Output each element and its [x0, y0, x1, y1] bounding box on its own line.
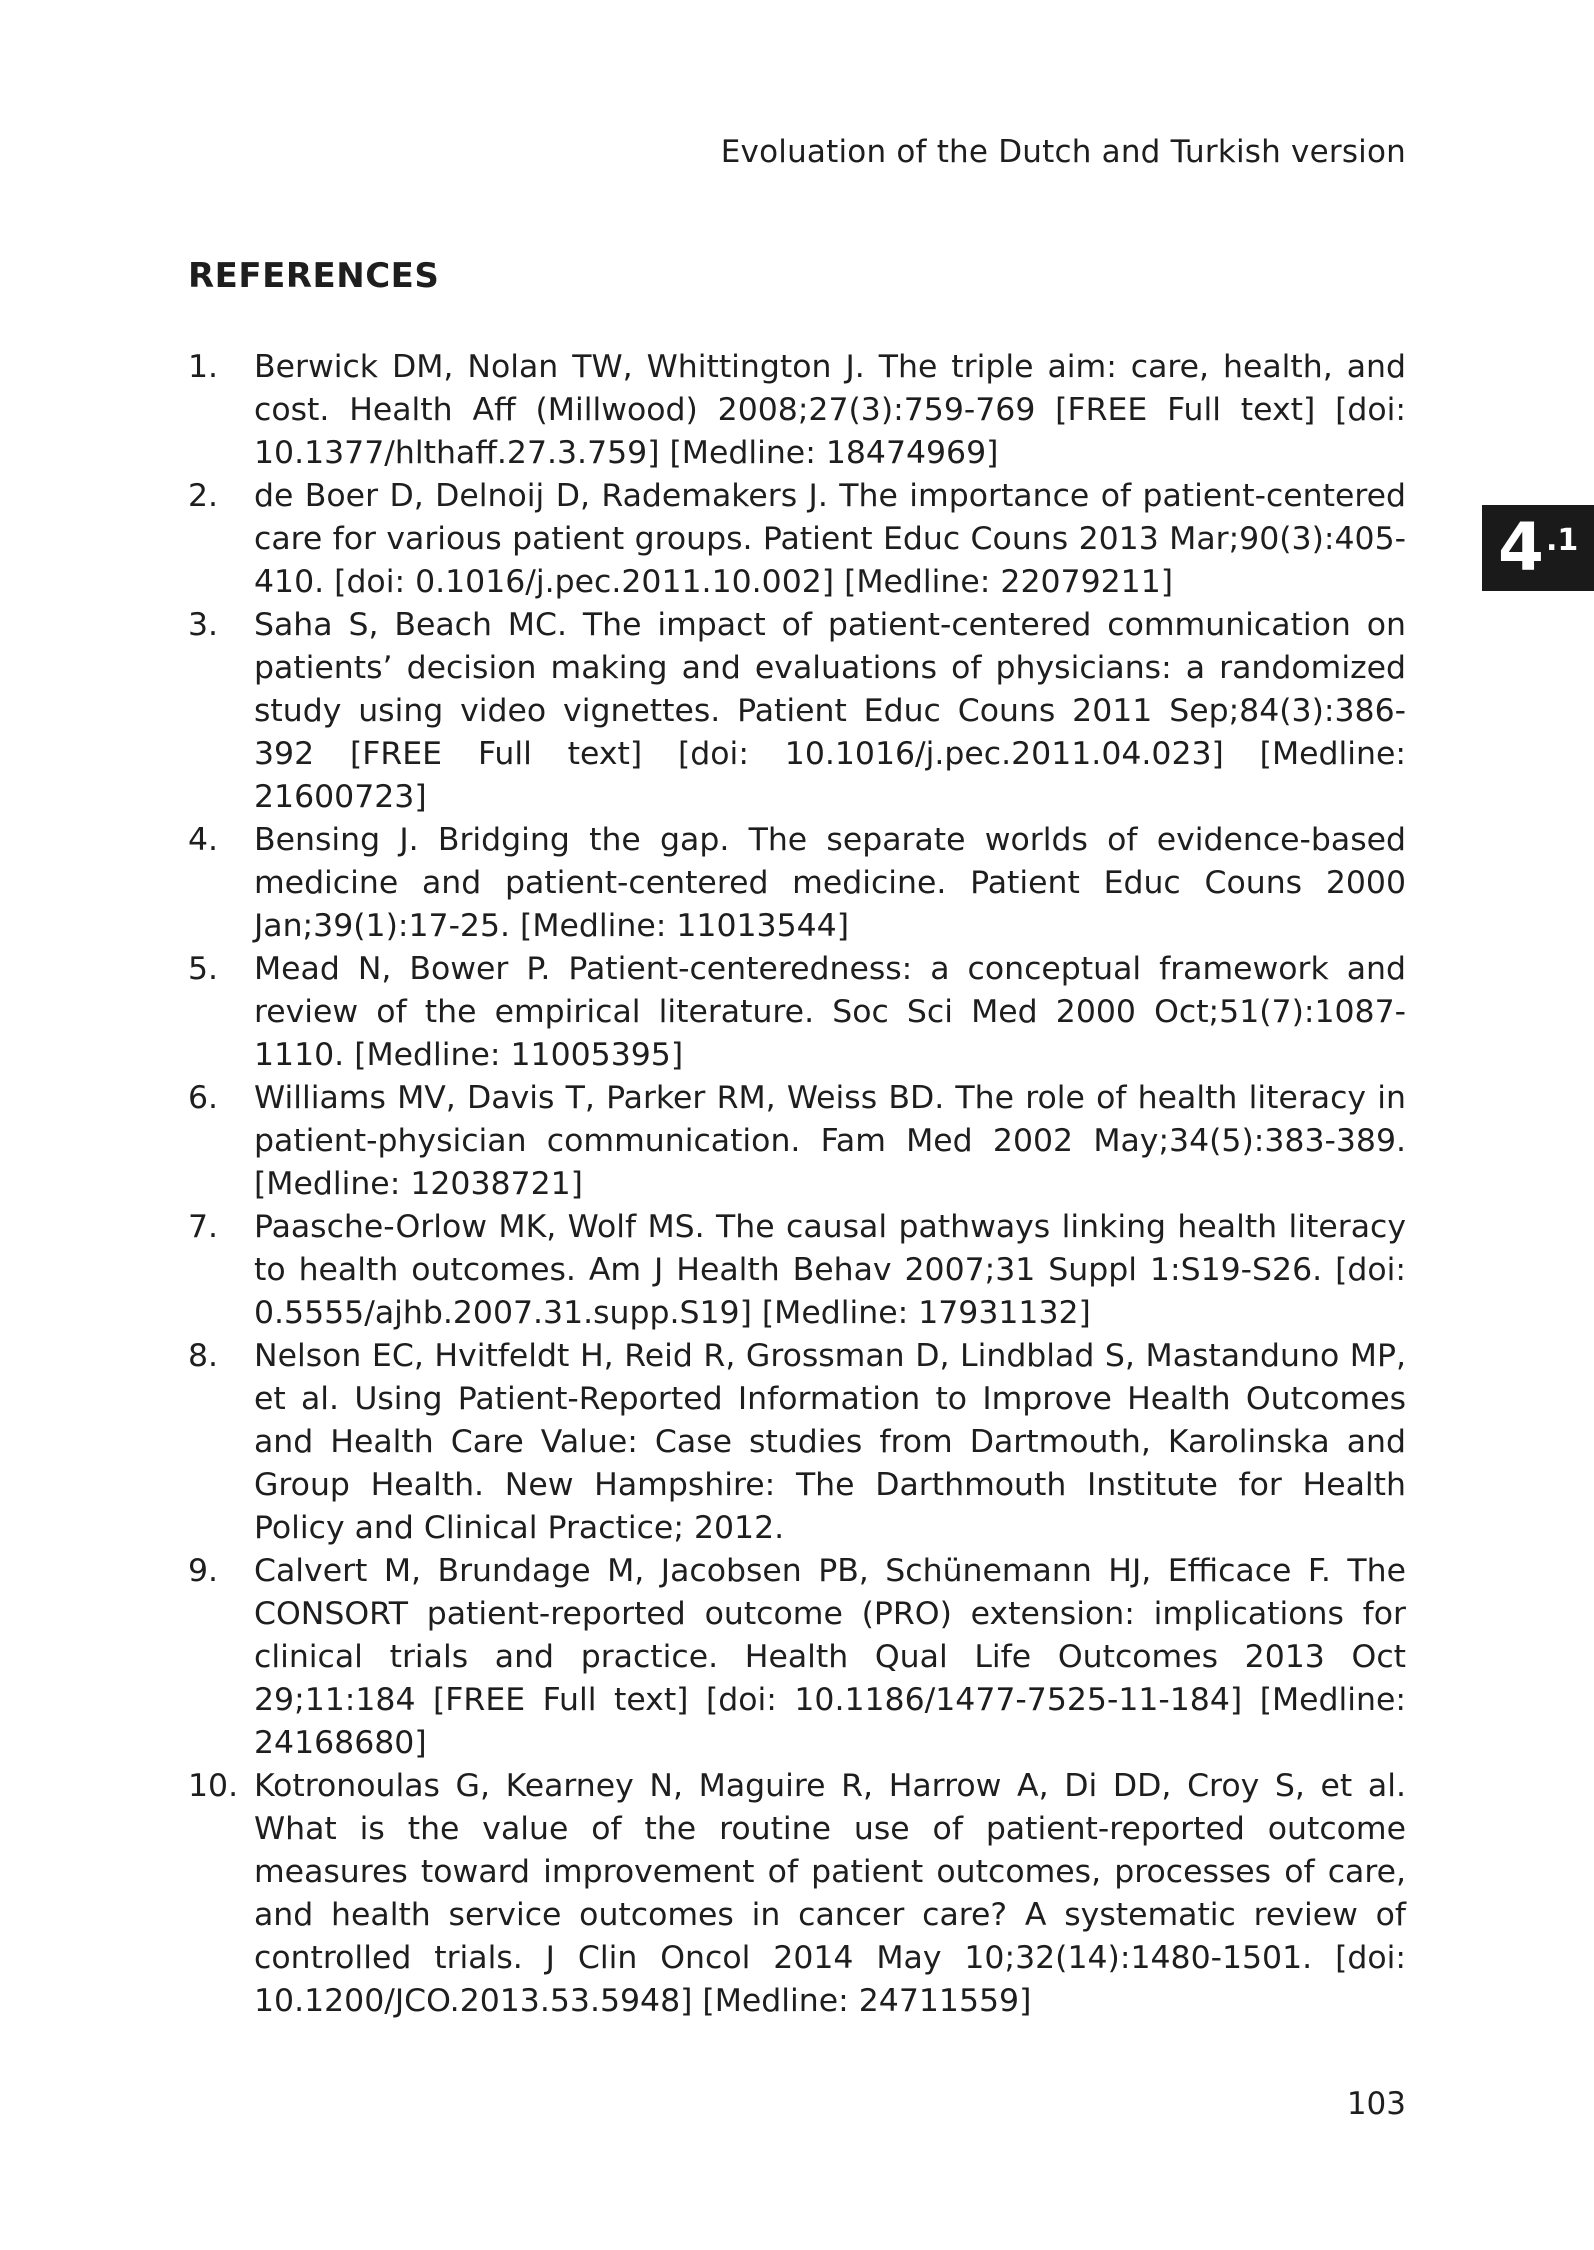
reference-item — [188, 1077, 1406, 1206]
reference-text: Nelson EC, Hvitfeldt H, Reid R, Grossman D, Lindblad S, Mastanduno MP, et al. Using Patient-Reported Information to Improve Health Outcomes and Health Care Value: Case studies from Dartmouth, Karolinska and Group Health. New Hampshire: The Darthmouth Institute for Health Policy and Clinical Practice; 2012. — [254, 1338, 1406, 1546]
reference-item — [188, 346, 1406, 475]
chapter-tab-subnumber: .1 — [1545, 523, 1579, 558]
reference-text: Paasche-Orlow MK, Wolf MS. The causal pathways linking health literacy to health outcomes. Am J Health Behav 2007;31 Suppl 1:S19-S26. [doi: 0.5555/ajhb.2007.31.supp.S19] [Medline: 17931132] — [254, 1209, 1406, 1331]
reference-text: Kotronoulas G, Kearney N, Maguire R, Harrow A, Di DD, Croy S, et al. What is the value of the routine use of patient-reported outcome measures toward improvement of patient outcomes, processes of care, and health service outcomes in cancer care? A systematic review of controlled trials. J Clin Oncol 2014 May 10;32(14):1480-1501. [doi: 10.1200/JCO.2013.53.5948] [Medline: 24711559] — [254, 1768, 1406, 2019]
reference-text: Calvert M, Brundage M, Jacobsen PB, Schünemann HJ, Efficace F. The CONSORT patient-reported outcome (PRO) extension: implications for clinical trials and practice. Health Qual Life Outcomes 2013 Oct 29;11:184 [FREE Full text] [doi: 10.1186/1477-7525-11-184] [Medline: 24168680] — [254, 1553, 1406, 1761]
reference-number: 2. — [188, 478, 219, 514]
reference-text: Williams MV, Davis T, Parker RM, Weiss BD. The role of health literacy in patient-physician communication. Fam Med 2002 May;34(5):383-389. [Medline: 12038721] — [254, 1080, 1406, 1202]
reference-text: Bensing J. Bridging the gap. The separate worlds of evidence-based medicine and patient-centered medicine. Patient Educ Couns 2000 Jan;39(1):17-25. [Medline: 11013544] — [254, 822, 1406, 944]
chapter-tab-number: 4 — [1498, 509, 1544, 586]
reference-number: 1. — [188, 349, 219, 385]
reference-number: 4. — [188, 822, 219, 858]
reference-item — [188, 1550, 1406, 1765]
running-header: Evoluation of the Dutch and Turkish version — [720, 134, 1406, 170]
reference-item — [188, 819, 1406, 948]
reference-number: 10. — [188, 1768, 239, 1804]
reference-item — [188, 948, 1406, 1077]
reference-number: 3. — [188, 607, 219, 643]
reference-number: 7. — [188, 1209, 219, 1245]
reference-number: 8. — [188, 1338, 219, 1374]
section-heading: REFERENCES — [188, 256, 440, 296]
reference-number: 9. — [188, 1553, 219, 1589]
reference-item — [188, 1206, 1406, 1335]
reference-text: Mead N, Bower P. Patient-centeredness: a conceptual framework and review of the empirical literature. Soc Sci Med 2000 Oct;51(7):1087-1110. [Medline: 11005395] — [254, 951, 1406, 1073]
reference-item — [188, 475, 1406, 604]
reference-number: 6. — [188, 1080, 219, 1116]
reference-list — [188, 346, 1406, 2023]
reference-text: Saha S, Beach MC. The impact of patient-centered communication on patients’ decision making and evaluations of physicians: a randomized study using video vignettes. Patient Educ Couns 2011 Sep;84(3):386-392 [FREE Full text] [doi: 10.1016/j.pec.2011.04.023] [Medline: 21600723] — [254, 607, 1406, 815]
reference-item — [188, 1335, 1406, 1550]
reference-item — [188, 1765, 1406, 2023]
reference-text: Berwick DM, Nolan TW, Whittington J. The triple aim: care, health, and cost. Health Aff (Millwood) 2008;27(3):759-769 [FREE Full text] [doi: 10.1377/hlthaff.27.3.759] [Medline: 18474969] — [254, 349, 1406, 471]
chapter-tab — [1482, 505, 1594, 591]
reference-text: de Boer D, Delnoij D, Rademakers J. The importance of patient-centered care for various patient groups. Patient Educ Couns 2013 Mar;90(3):405-410. [doi: 0.1016/j.pec.2011.10.002] [Medline: 22079211] — [254, 478, 1406, 600]
page-number: 103 — [1346, 2086, 1406, 2122]
reference-number: 5. — [188, 951, 219, 987]
reference-item — [188, 604, 1406, 819]
